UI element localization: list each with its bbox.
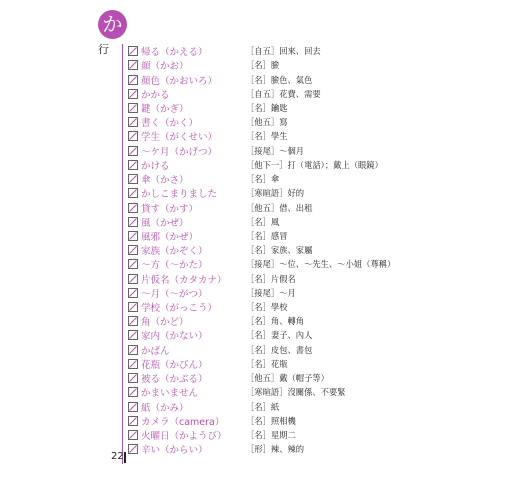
vocab-entry [128, 343, 520, 357]
checkbox-icon[interactable] [128, 89, 138, 99]
checkbox-icon[interactable] [128, 46, 138, 56]
checkbox-icon[interactable] [128, 402, 138, 412]
section-letter-badge: か [98, 10, 127, 39]
vocab-entry [128, 44, 520, 58]
vocab-word: 風（かぜ） [141, 217, 189, 229]
vocab-meaning: ［名］照相機 [246, 415, 296, 426]
checkbox-icon[interactable] [128, 444, 138, 454]
vocab-entry [128, 87, 520, 101]
vocab-word: かかる [141, 89, 170, 101]
checkbox-icon[interactable] [128, 217, 138, 227]
vocab-entry [128, 257, 520, 271]
vocab-word: 角（かど） [141, 317, 189, 329]
vocab-entry [128, 272, 520, 286]
checkbox-icon[interactable] [128, 117, 138, 127]
checkbox-icon[interactable] [128, 288, 138, 298]
vocab-entry [128, 144, 520, 158]
vocab-entry [128, 115, 520, 129]
vocab-meaning: ［名］星期二 [246, 430, 296, 441]
vocab-entry [128, 286, 520, 300]
vocab-word: 顏色（かおいろ） [141, 75, 218, 87]
vocab-meaning: ［名］妻子、內人 [246, 330, 313, 341]
vocab-word: 帰る（かえる） [141, 47, 208, 59]
vocab-word: 貸す（かす） [141, 203, 199, 215]
page-number: 22 [111, 451, 124, 462]
vocab-entry [128, 186, 520, 200]
vocab-entry [128, 200, 520, 214]
vocab-meaning: ［名］臉 [246, 60, 280, 71]
checkbox-icon[interactable] [128, 316, 138, 326]
vocab-word: 火曜日（かようび） [141, 431, 227, 443]
vocab-meaning: ［名］感冒 [246, 230, 288, 241]
vocab-meaning: ［寒暄語］沒關係、不要緊 [246, 387, 346, 398]
vocab-word: かしこまりました [141, 189, 218, 201]
vocab-entry [128, 72, 520, 86]
checkbox-icon[interactable] [128, 430, 138, 440]
vocab-entry [128, 129, 520, 143]
vocab-word: 辛い（からい） [141, 445, 208, 457]
checkbox-icon[interactable] [128, 259, 138, 269]
vocab-entry [128, 101, 520, 115]
vocab-word: 書く（かく） [141, 118, 199, 130]
vocab-entry [128, 229, 520, 243]
vocab-entry [128, 58, 520, 72]
checkbox-icon[interactable] [128, 245, 138, 255]
checkbox-icon[interactable] [128, 188, 138, 198]
vocab-word: かばん [141, 345, 170, 357]
vocab-word: ～方（～かた） [141, 260, 208, 272]
vocab-entry [128, 442, 520, 456]
vocab-entry [128, 300, 520, 314]
vocab-meaning: ［接尾］～位、～先生、～小姐（尊稱） [246, 259, 396, 270]
vocab-word: かまいません [141, 388, 199, 400]
vocab-entry [128, 371, 520, 385]
checkbox-icon[interactable] [128, 416, 138, 426]
checkbox-icon[interactable] [128, 103, 138, 113]
vocab-word: 学生（がくせい） [141, 132, 218, 144]
vocab-meaning: ［名］角、轉角 [246, 316, 305, 327]
vocab-word: 顔（かお） [141, 61, 189, 73]
accent-divider [122, 44, 123, 464]
vocab-meaning: ［名］傘 [246, 174, 280, 185]
vocab-entry [128, 428, 520, 442]
vocab-meaning: ［他下一］打（電話）；戴上（眼鏡） [246, 159, 383, 170]
vocab-word: ～ケ月（かげつ） [141, 146, 218, 158]
vocab-meaning: ［他五］借、出租 [246, 202, 313, 213]
vocab-meaning: ［他五］戴（帽子等） [246, 373, 329, 384]
checkbox-icon[interactable] [128, 330, 138, 340]
vocab-word: 鍵（かぎ） [141, 103, 189, 115]
vocab-entry [128, 215, 520, 229]
checkbox-icon[interactable] [128, 160, 138, 170]
vocab-word: 家族（かぞく） [141, 246, 208, 258]
checkbox-icon[interactable] [128, 387, 138, 397]
checkbox-icon[interactable] [128, 60, 138, 70]
vocab-word: カメラ（camera） [141, 416, 225, 428]
checkbox-icon[interactable] [128, 359, 138, 369]
vocab-meaning: ［名］學校 [246, 302, 288, 313]
vocab-meaning: ［名］皮包、書包 [246, 344, 313, 355]
vocab-meaning: ［名］學生 [246, 131, 288, 142]
vocab-word: 傘（かさ） [141, 175, 189, 187]
checkbox-icon[interactable] [128, 131, 138, 141]
vocab-meaning: ［名］片假名 [246, 273, 296, 284]
vocab-entry [128, 314, 520, 328]
vocab-word: 紙（かみ） [141, 402, 189, 414]
vocab-meaning: ［寒暄語］好的 [246, 188, 305, 199]
vocab-word: 学校（がっこう） [141, 303, 218, 315]
vocab-meaning: ［接尾］～個月 [246, 145, 305, 156]
checkbox-icon[interactable] [128, 345, 138, 355]
vocab-entry [128, 158, 520, 172]
vocab-meaning: ［形］辣、辣的 [246, 444, 305, 455]
vocabulary-list [128, 44, 520, 456]
vocab-word: 被る（かぶる） [141, 374, 208, 386]
vocab-meaning: ［接尾］～月 [246, 287, 296, 298]
vocab-entry [128, 243, 520, 257]
vocab-word: かける [141, 160, 170, 172]
vocab-entry [128, 385, 520, 399]
vocab-entry [128, 357, 520, 371]
checkbox-icon[interactable] [128, 302, 138, 312]
checkbox-icon[interactable] [128, 373, 138, 383]
vocab-meaning: ［名］紙 [246, 401, 280, 412]
vocab-entry [128, 172, 520, 186]
vocab-meaning: ［自五］回來、回去 [246, 46, 321, 57]
vocab-word: 家内（かない） [141, 331, 208, 343]
vocab-meaning: ［名］風 [246, 216, 280, 227]
vocab-meaning: ［名］臉色、氣色 [246, 74, 313, 85]
vocab-entry [128, 328, 520, 342]
vocab-meaning: ［名］鑰匙 [246, 102, 288, 113]
vocab-word: 片仮名（カタカナ） [141, 274, 227, 286]
vocab-word: 風邪（かぜ） [141, 231, 199, 243]
vocab-word: ～月（～がつ） [141, 288, 208, 300]
vocab-entry [128, 414, 520, 428]
checkbox-icon[interactable] [128, 75, 138, 85]
vocab-entry [128, 399, 520, 413]
vocab-meaning: ［名］家族、家屬 [246, 245, 313, 256]
vocab-word: 花瓶（かびん） [141, 359, 208, 371]
checkbox-icon[interactable] [128, 203, 138, 213]
vocab-meaning: ［自五］花費、需要 [246, 88, 321, 99]
vocab-meaning: ［他五］寫 [246, 117, 288, 128]
checkbox-icon[interactable] [128, 146, 138, 156]
checkbox-icon[interactable] [128, 231, 138, 241]
checkbox-icon[interactable] [128, 274, 138, 284]
checkbox-icon[interactable] [128, 174, 138, 184]
page-number-bar [124, 452, 126, 463]
vocab-meaning: ［名］花瓶 [246, 358, 288, 369]
section-row-label: 行 [98, 43, 109, 56]
